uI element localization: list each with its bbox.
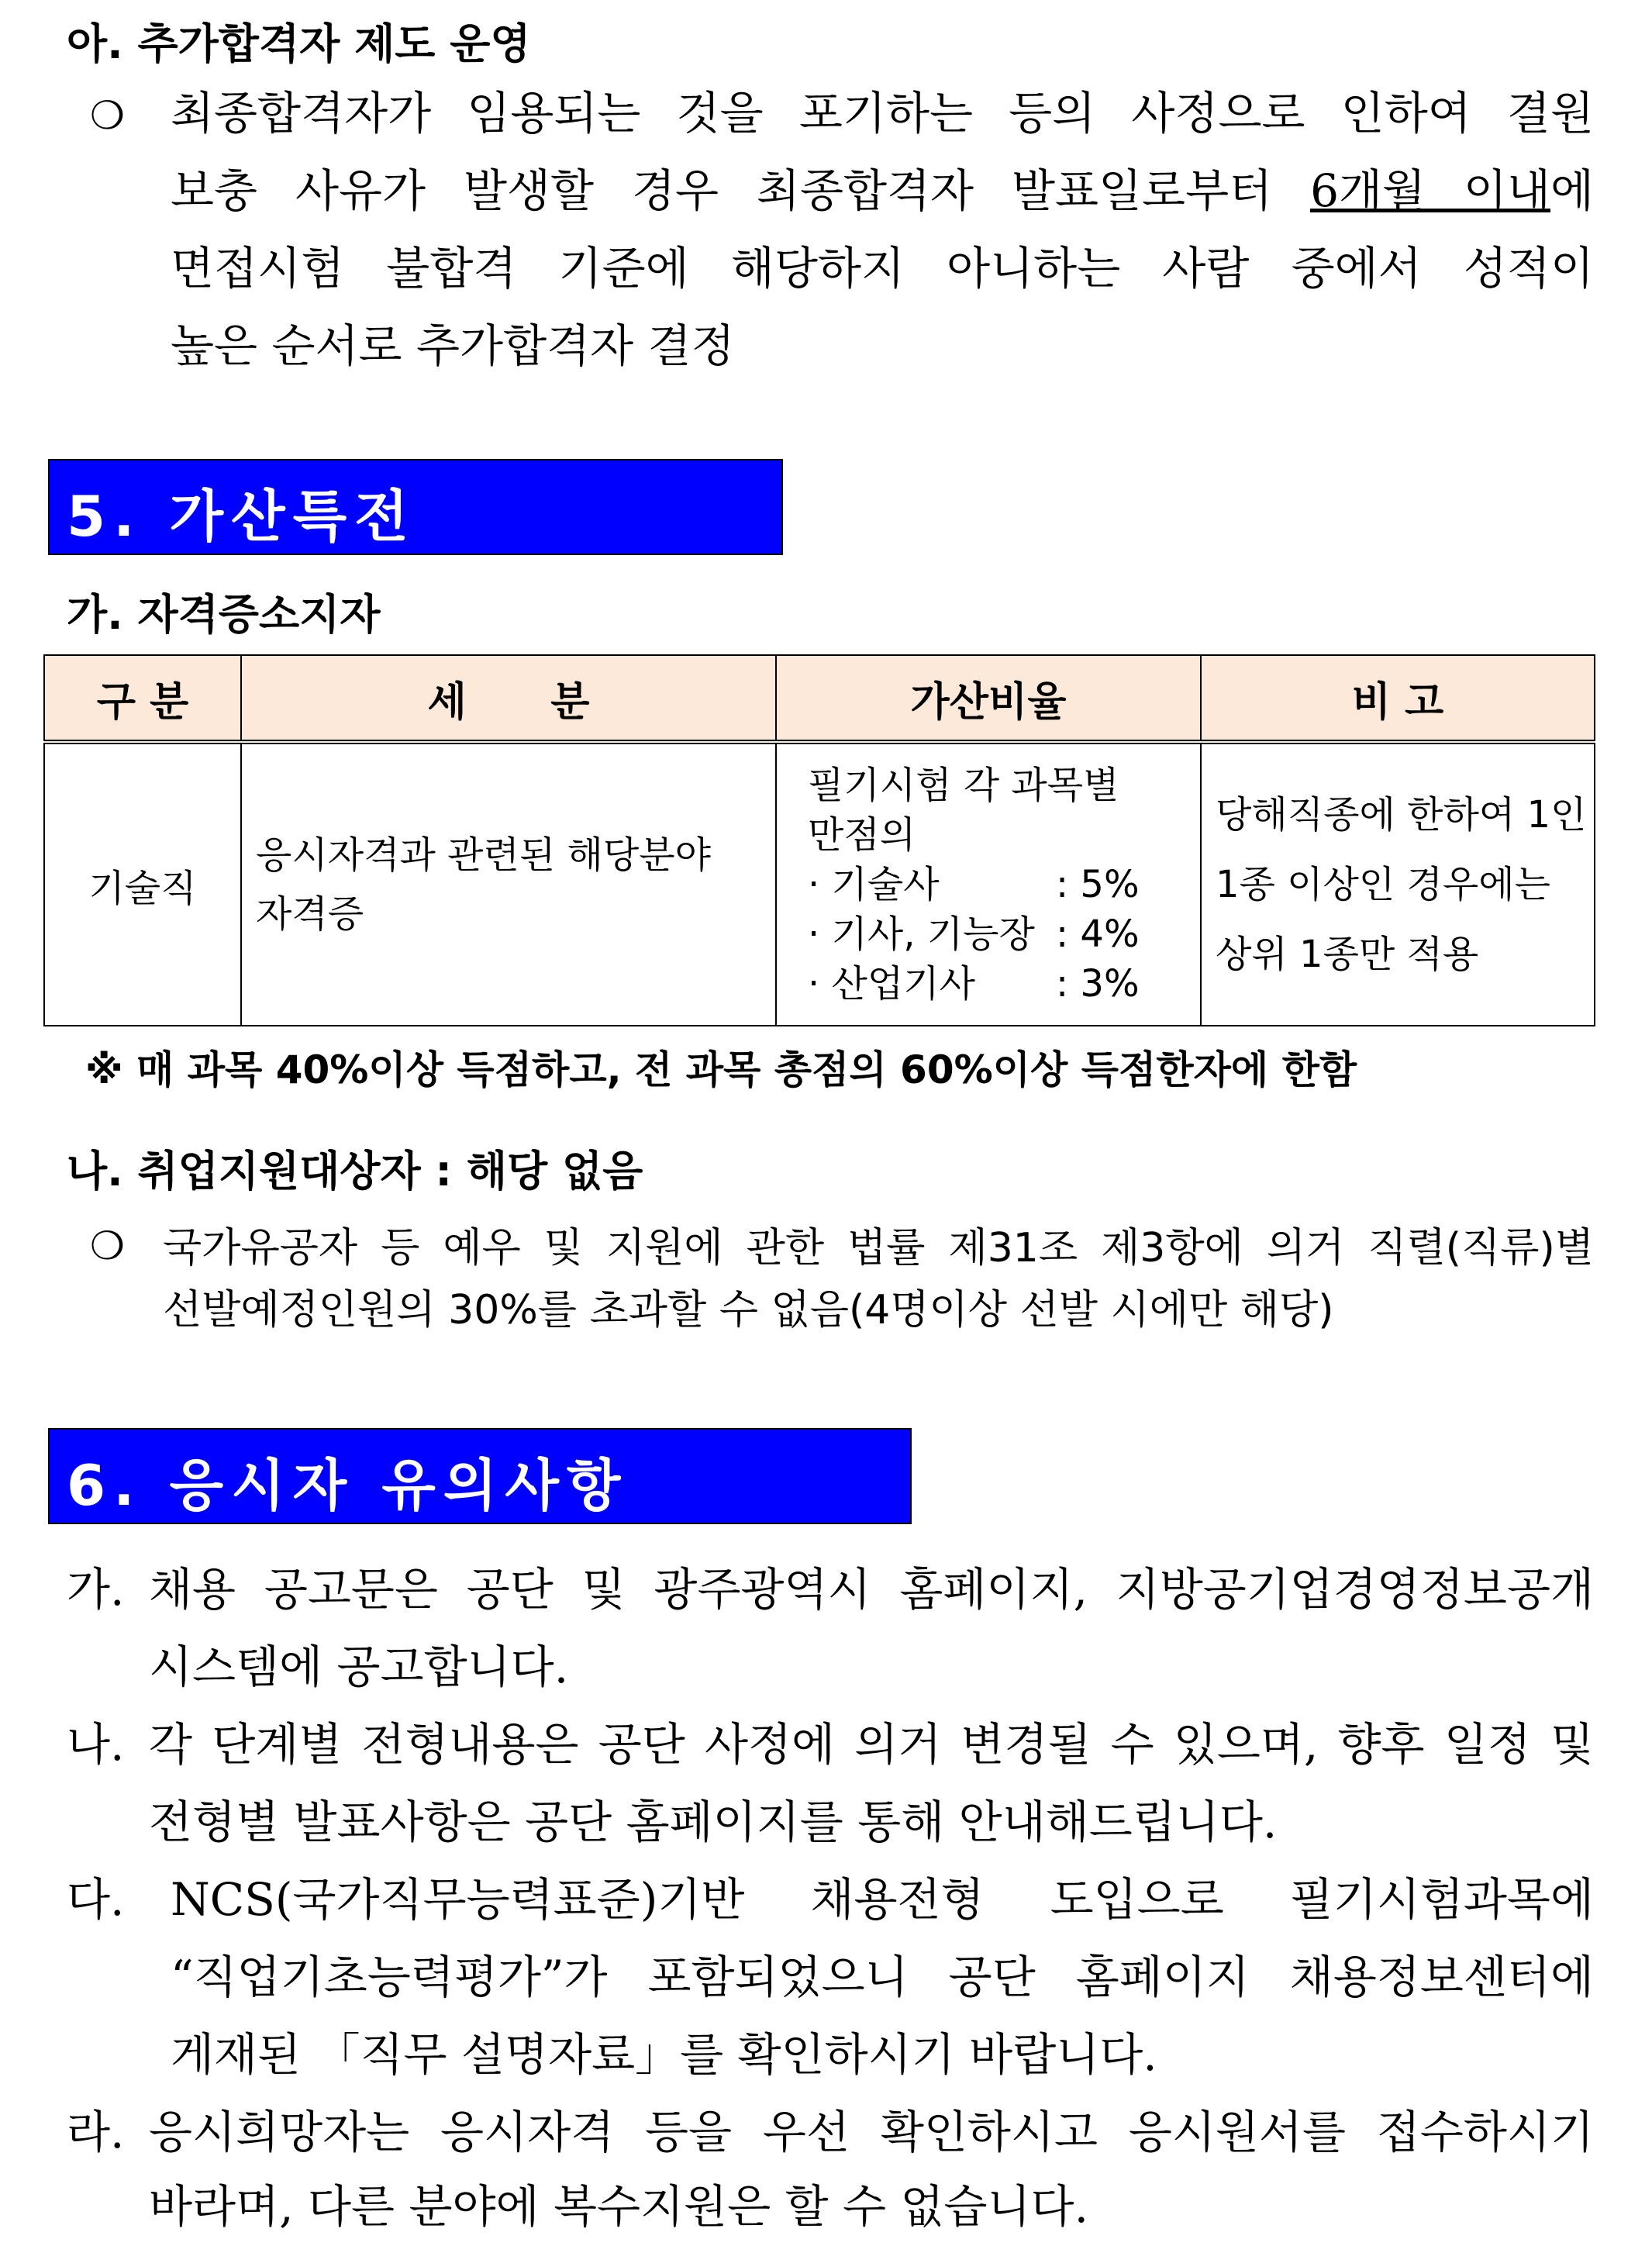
notice-line: NCS(국가직무능력표준)기반 채용전형 도입으로 필기시험과목에 bbox=[171, 1873, 1594, 1926]
notice-line: 바라며, 다른 분야에 복수지원은 할 수 없습니다. bbox=[149, 2180, 1089, 2233]
cell-detail: 응시자격과 관련된 해당분야 자격증 bbox=[241, 742, 776, 1026]
cell-remarks: 당해직종에 한하여 1인 1종 이상인 경우에는 상위 1종만 적용 bbox=[1201, 742, 1595, 1026]
notice-line: 시스템에 공고합니다. bbox=[149, 1641, 569, 1693]
cell-ratio: 필기시험 각 과목별 만점의 · 기술사 : 5% · 기사, 기능장 : 4% · 산업기사 : 3% bbox=[776, 742, 1201, 1026]
ratio-item: · 산업기사 : 3% bbox=[808, 962, 1140, 1006]
section-na-line-2: 선발예정인원의 30%를 초과할 수 없음(4명이상 선발 시에만 해당) bbox=[163, 1287, 1334, 1333]
section-5-banner bbox=[48, 459, 783, 555]
table-header-category: 구 분 bbox=[44, 655, 241, 742]
notice-label: 가. bbox=[67, 1563, 125, 1616]
table-header-row bbox=[44, 655, 1595, 742]
deadline-underlined: 6개월 이내 bbox=[1310, 164, 1550, 217]
section-a-line-3: 면접시험 불합격 기준에 해당하지 아니하는 사람 중에서 성적이 bbox=[171, 242, 1594, 295]
ratio-item: · 기술사 : 5% bbox=[808, 863, 1140, 906]
section-a-line-4: 높은 순서로 추가합격자 결정 bbox=[171, 319, 735, 372]
notice-line: 게재된 「직무 설명자료」를 확인하시기 바랍니다. bbox=[171, 2028, 1157, 2081]
table-header-ratio: 가산비율 bbox=[776, 655, 1201, 742]
section-a-line-2: 보충 사유가 발생할 경우 최종합격자 발표일로부터 6개월 이내에 bbox=[171, 164, 1595, 217]
section-ga-heading: 가. 자격증소지자 bbox=[67, 590, 381, 639]
notice-label: 라. bbox=[67, 2106, 125, 2158]
table-footnote: ※ 매 과목 40%이상 득점하고, 전 과목 총점의 60%이상 득점한자에 한함 bbox=[85, 1047, 1357, 1092]
table-row bbox=[44, 742, 1595, 1026]
bullet-icon: ❍ bbox=[90, 1223, 125, 1268]
section-6-banner bbox=[48, 1428, 912, 1524]
notice-line: 응시희망자는 응시자격 등을 우선 확인하시고 응시원서를 접수하시기 bbox=[149, 2106, 1594, 2158]
table-header-remarks: 비 고 bbox=[1201, 655, 1595, 742]
notice-label: 다. bbox=[67, 1873, 125, 1926]
notice-line: 각 단계별 전형내용은 공단 사정에 의거 변경될 수 있으며, 향후 일정 및 bbox=[149, 1718, 1594, 1771]
notice-line: 전형별 발표사항은 공단 홈페이지를 통해 안내해드립니다. bbox=[149, 1796, 1278, 1848]
section-na-heading: 나. 취업지원대상자 : 해당 없음 bbox=[67, 1147, 643, 1195]
section-a-line-1: 최종합격자가 임용되는 것을 포기하는 등의 사정으로 인하여 결원 bbox=[171, 87, 1594, 140]
notice-label: 나. bbox=[67, 1718, 125, 1771]
cell-category: 기술직 bbox=[44, 742, 241, 1026]
table-header-detail: 세 분 bbox=[241, 655, 776, 742]
section-na-line-1: 국가유공자 등 예우 및 지원에 관한 법률 제31조 제3항에 의거 직렬(직류)별 bbox=[163, 1225, 1594, 1271]
bonus-table bbox=[43, 654, 1595, 1026]
section-5-title: 5. 가산특전 bbox=[67, 484, 416, 549]
section-a-heading: 아. 추가합격자 제도 운영 bbox=[67, 19, 531, 68]
bullet-icon: ❍ bbox=[90, 93, 125, 138]
notice-line: 채용 공고문은 공단 및 광주광역시 홈페이지, 지방공기업경영정보공개 bbox=[149, 1563, 1594, 1616]
section-6-title: 6. 응시자 유의사항 bbox=[67, 1453, 629, 1518]
notice-line: “직업기초능력평가”가 포함되었으니 공단 홈페이지 채용정보센터에 bbox=[171, 1951, 1594, 2003]
ratio-item: · 기사, 기능장 : 4% bbox=[808, 913, 1140, 956]
